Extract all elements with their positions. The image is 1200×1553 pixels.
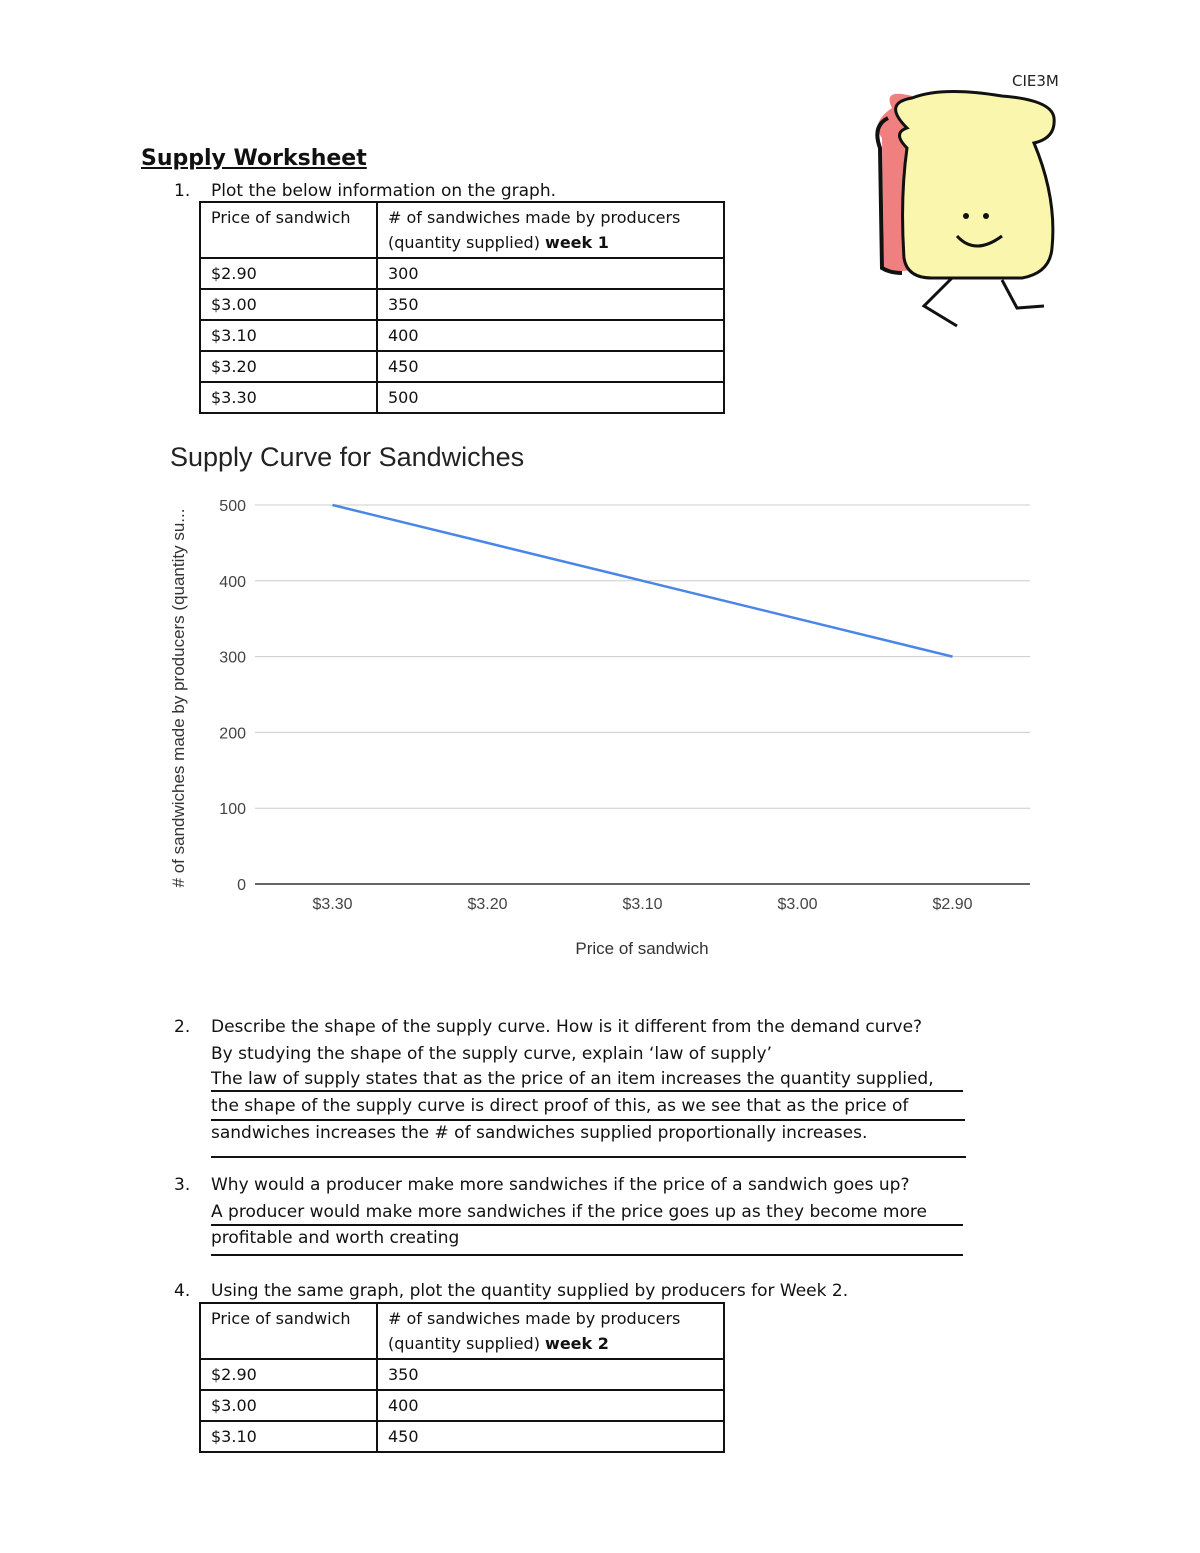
week1-table — [199, 201, 725, 414]
quantity-cell: 400 — [377, 320, 724, 351]
question-number: 2. — [174, 1017, 191, 1037]
table-row — [200, 351, 724, 382]
supply-chart — [150, 480, 1050, 980]
table-row — [200, 320, 724, 351]
header-week: week 2 — [545, 1334, 609, 1353]
worksheet-title: Supply Worksheet — [141, 146, 367, 171]
price-cell: $3.20 — [200, 351, 377, 382]
question-text: Plot the below information on the graph. — [211, 181, 556, 201]
header-quantity-line2: (quantity supplied) — [388, 1334, 540, 1353]
header-quantity-line1: # of sandwiches made by producers — [388, 208, 681, 227]
price-cell: $3.00 — [200, 1390, 377, 1421]
quantity-cell: 350 — [377, 289, 724, 320]
answer-underline — [211, 1090, 963, 1092]
price-cell: $3.00 — [200, 289, 377, 320]
y-tick-label: 100 — [219, 801, 246, 819]
quantity-cell: 450 — [377, 1421, 724, 1452]
y-axis-label: # of sandwiches made by producers (quantity su... — [169, 508, 188, 888]
answer-2-line1: The law of supply states that as the price of an item increases the quantity supplied, — [211, 1069, 934, 1089]
y-tick-label: 200 — [219, 725, 246, 743]
x-tick-label: $3.20 — [467, 896, 508, 913]
y-tick-label: 500 — [219, 498, 246, 515]
header-quantity — [377, 202, 724, 258]
header-week: week 1 — [545, 233, 609, 252]
question-text: Using the same graph, plot the quantity supplied by producers for Week 2. — [211, 1281, 849, 1301]
x-tick-label: $2.90 — [932, 896, 973, 913]
quantity-cell: 300 — [377, 258, 724, 289]
answer-underline — [211, 1156, 966, 1158]
table-row — [200, 289, 724, 320]
answer-3-line2: profitable and worth creating — [211, 1228, 460, 1248]
question-text: Why would a producer make more sandwiches if the price of a sandwich goes up? — [211, 1175, 910, 1195]
question-number: 4. — [174, 1281, 191, 1301]
quantity-cell: 400 — [377, 1390, 724, 1421]
x-tick-label: $3.30 — [312, 896, 353, 913]
header-quantity — [377, 1303, 724, 1359]
price-cell: $3.10 — [200, 320, 377, 351]
y-tick-label: 0 — [237, 877, 246, 894]
question-number: 1. — [174, 181, 191, 201]
bread-mascot-illustration — [862, 88, 1062, 328]
quantity-cell: 450 — [377, 351, 724, 382]
table-row — [200, 1421, 724, 1452]
header-quantity-line2: (quantity supplied) — [388, 233, 540, 252]
answer-3-line1: A producer would make more sandwiches if the price goes up as they become more — [211, 1202, 927, 1222]
answer-underline — [211, 1254, 963, 1256]
table-row — [200, 1390, 724, 1421]
chart-title: Supply Curve for Sandwiches — [170, 442, 525, 472]
price-cell: $2.90 — [200, 1359, 377, 1390]
course-code: CIE3M — [1012, 72, 1059, 90]
y-tick-label: 300 — [219, 649, 246, 667]
header-quantity-line1: # of sandwiches made by producers — [388, 1309, 681, 1328]
question-text-line2: By studying the shape of the supply curve, explain ‘law of supply’ — [211, 1044, 772, 1064]
question-text-line1: Describe the shape of the supply curve. How is it different from the demand curve? — [211, 1017, 923, 1037]
y-tick-label: 400 — [219, 573, 246, 591]
table-header-row — [200, 1303, 724, 1359]
quantity-cell: 500 — [377, 382, 724, 413]
question-number: 3. — [174, 1175, 191, 1195]
x-axis-label: Price of sandwich — [575, 939, 709, 958]
price-cell: $2.90 — [200, 258, 377, 289]
table-row — [200, 1359, 724, 1390]
answer-2-line2: the shape of the supply curve is direct proof of this, as we see that as the price of — [211, 1096, 909, 1116]
price-cell: $3.30 — [200, 382, 377, 413]
table-row — [200, 382, 724, 413]
table-header-row — [200, 202, 724, 258]
x-tick-label: $3.10 — [622, 896, 663, 913]
quantity-cell: 350 — [377, 1359, 724, 1390]
price-cell: $3.10 — [200, 1421, 377, 1452]
header-price: Price of sandwich — [200, 202, 377, 258]
table-row — [200, 258, 724, 289]
header-price: Price of sandwich — [200, 1303, 377, 1359]
week2-table — [199, 1302, 725, 1453]
x-tick-label: $3.00 — [777, 896, 818, 913]
answer-2-line3: sandwiches increases the # of sandwiches supplied proportionally increases. — [211, 1123, 868, 1143]
